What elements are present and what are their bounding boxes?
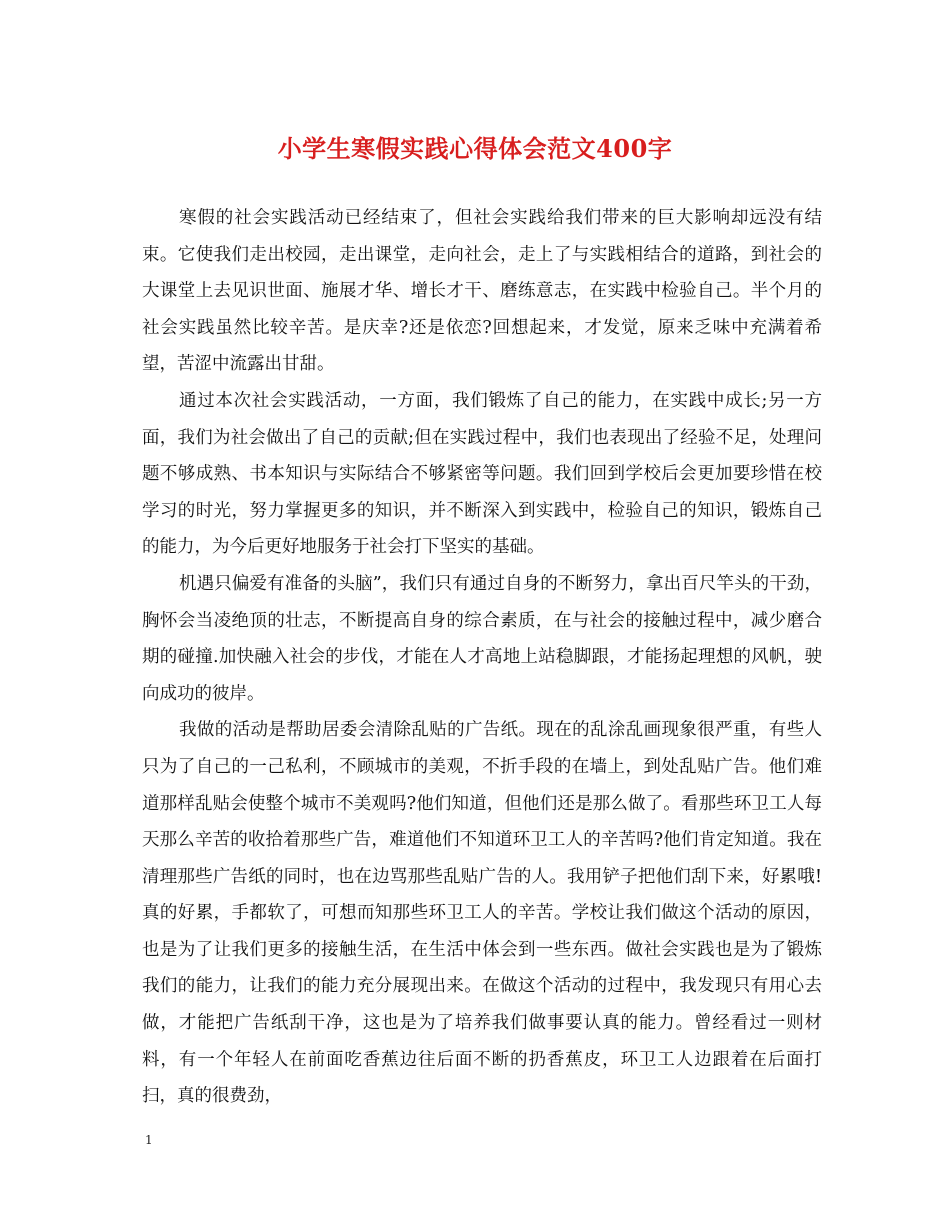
paragraph: 通过本次社会实践活动，一方面，我们锻炼了自己的能力，在实践中成长;另一方面，我们为社会做出了自己的贡献;但在实践过程中，我们也表现出了经验不足，处理问题不够成熟、书本知识与实际结合不够紧密等问题。我们回到学校后会更加要珍惜在校学习的时光，努力掌握更多的知识，并不断深入到实践中，检验自己的知识，锻炼自己的能力，为今后更好地服务于社会打下坚实的基础。 [142, 390, 822, 558]
document-body [142, 200, 822, 1115]
document-title: 小学生寒假实践心得体会范文400字 [277, 134, 673, 163]
paragraph: 寒假的社会实践活动已经结束了，但社会实践给我们带来的巨大影响却远没有结束。它使我们走出校园，走出课堂，走向社会，走上了与实践相结合的道路，到社会的大课堂上去见识世面、施展才华、增长才干、磨练意志，在实践中检验自己。半个月的社会实践虽然比较辛苦。是庆幸?还是依恋?回想起来，才发觉，原来乏味中充满着希望，苦涩中流露出甘甜。 [142, 208, 822, 375]
paragraph: 我做的活动是帮助居委会清除乱贴的广告纸。现在的乱涂乱画现象很严重，有些人只为了自己的一己私利，不顾城市的美观，不折手段的在墙上，到处乱贴广告。他们难道那样乱贴会使整个城市不美观吗?他们知道，但他们还是那么做了。看那些环卫工人每天那么辛苦的收拾着那些广告，难道他们不知道环卫工人的辛苦吗?他们肯定知道。我在清理那些广告纸的同时，也在边骂那些乱贴广告的人。我用铲子把他们刮下来，好累哦!真的好累，手都软了，可想而知那些环卫工人的辛苦。学校让我们做这个活动的原因，也是为了让我们更多的接触生活，在生活中体会到一些东西。做社会实践也是为了锻炼我们的能力，让我们的能力充分展现出来。在做这个活动的过程中，我发现只有用心去做，才能把广告纸刮干净，这也是为了培养我们做事要认真的能力。曾经看过一则材料，有一个年轻人在前面吃香蕉边往后面不断的扔香蕉皮，环卫工人边跟着在后面打扫，真的很费劲， [142, 720, 822, 1107]
paragraph: 机遇只偏爱有准备的头脑”，我们只有通过自身的不断努力，拿出百尺竿头的干劲，胸怀会当凌绝顶的壮志，不断提高自身的综合素质，在与社会的接触过程中，减少磨合期的碰撞.加快融入社会的步伐，才能在人才高地上站稳脚跟，才能扬起理想的风帆，驶向成功的彼岸。 [142, 573, 822, 704]
page-number: 1 [145, 1133, 153, 1147]
